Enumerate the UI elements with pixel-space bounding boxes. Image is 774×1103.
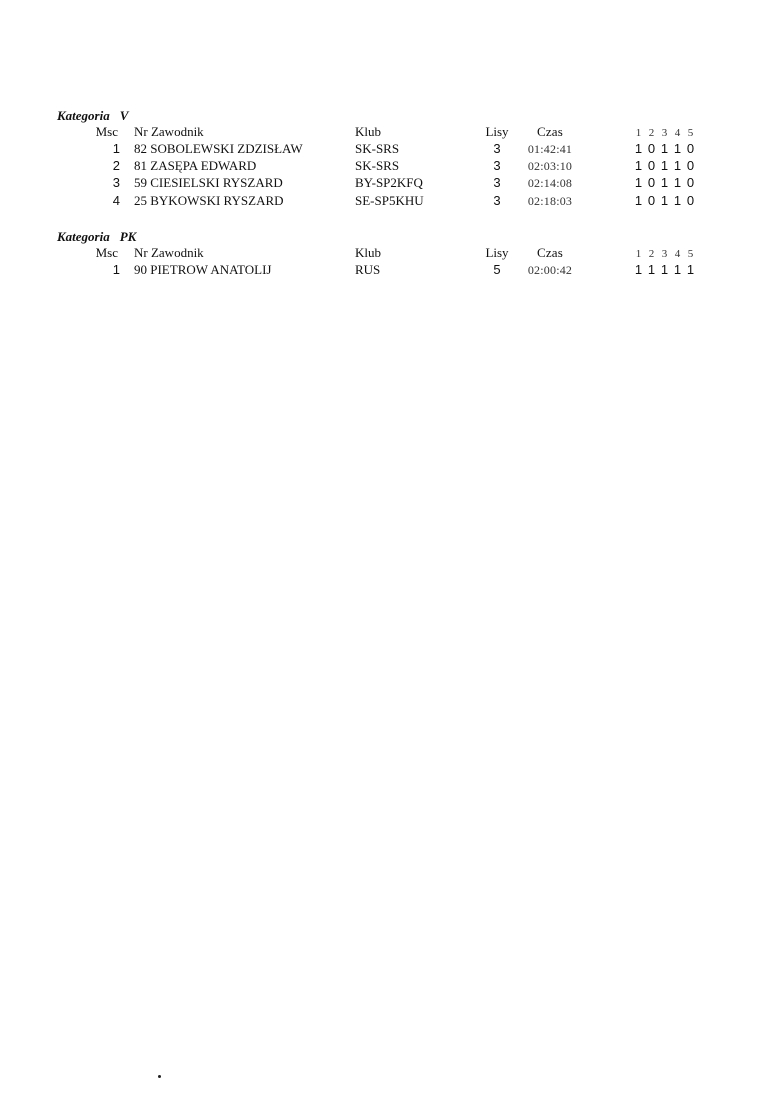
table-header — [0, 123, 774, 141]
row-msc: 1 — [112, 262, 120, 277]
row-point: 0 — [686, 193, 695, 208]
row-lisy: 3 — [493, 158, 501, 173]
row-lisy: 3 — [493, 193, 501, 208]
header-lisy: Lisy — [485, 245, 509, 260]
row-msc: 1 — [112, 141, 120, 156]
row-points — [632, 192, 712, 210]
row-point: 1 — [634, 141, 643, 156]
row-point: 1 — [634, 262, 643, 277]
row-point: 1 — [673, 175, 682, 190]
row-point: 0 — [647, 175, 656, 190]
header-point: 1 — [635, 248, 642, 260]
row-point: 0 — [647, 158, 656, 173]
header-point: 5 — [687, 127, 694, 139]
row-point: 1 — [673, 193, 682, 208]
row-point: 0 — [686, 158, 695, 173]
header-point: 2 — [648, 248, 655, 260]
header-msc: Msc — [95, 245, 118, 260]
row-lisy: 5 — [493, 262, 501, 277]
row-point: 1 — [660, 193, 669, 208]
row-lisy: 3 — [493, 141, 501, 156]
row-point: 1 — [634, 175, 643, 190]
header-czas: Czas — [536, 245, 564, 260]
row-czas: 02:03:10 — [527, 159, 573, 173]
category-label: Kategoria — [57, 229, 110, 244]
header-point: 4 — [674, 127, 681, 139]
row-nr-name: 82 SOBOLEWSKI ZDZISŁAW — [134, 141, 303, 156]
category-v-title — [57, 108, 128, 124]
row-klub: SK-SRS — [355, 141, 400, 156]
header-nr-zawodnik: Nr Zawodnik — [134, 124, 204, 139]
row-point: 1 — [660, 175, 669, 190]
row-msc: 2 — [112, 158, 120, 173]
row-point: 1 — [673, 262, 682, 277]
table-row — [0, 157, 774, 175]
row-czas: 02:18:03 — [527, 194, 573, 208]
header-klub: Klub — [355, 245, 381, 260]
row-point: 1 — [647, 262, 656, 277]
header-point: 3 — [661, 248, 668, 260]
header-klub: Klub — [355, 124, 381, 139]
header-point: 3 — [661, 127, 668, 139]
table-header — [0, 244, 774, 262]
row-point: 0 — [647, 141, 656, 156]
category-label: Kategoria — [57, 108, 110, 123]
row-points — [632, 174, 712, 192]
row-czas: 02:14:08 — [527, 176, 573, 190]
row-point: 0 — [647, 193, 656, 208]
row-points — [632, 157, 712, 175]
row-msc: 4 — [112, 193, 120, 208]
row-czas: 01:42:41 — [527, 142, 573, 156]
row-klub: SE-SP5KHU — [355, 193, 424, 208]
row-point: 1 — [660, 141, 669, 156]
row-point: 0 — [686, 141, 695, 156]
header-point: 4 — [674, 248, 681, 260]
row-nr-name: 90 PIETROW ANATOLIJ — [134, 262, 272, 277]
row-lisy: 3 — [493, 175, 501, 190]
row-point: 1 — [660, 158, 669, 173]
row-points — [632, 140, 712, 158]
table-row — [0, 174, 774, 192]
header-point: 1 — [635, 127, 642, 139]
header-nr-zawodnik: Nr Zawodnik — [134, 245, 204, 260]
category-code: V — [119, 108, 129, 123]
category-code: PK — [119, 229, 137, 244]
row-point: 1 — [673, 141, 682, 156]
header-lisy: Lisy — [485, 124, 509, 139]
header-czas: Czas — [536, 124, 564, 139]
category-pk-title — [57, 229, 136, 245]
row-point: 1 — [634, 158, 643, 173]
table-row — [0, 140, 774, 158]
scan-speck — [158, 1075, 161, 1078]
row-nr-name: 25 BYKOWSKI RYSZARD — [134, 193, 284, 208]
row-point: 1 — [634, 193, 643, 208]
row-point: 1 — [686, 262, 695, 277]
table-row — [0, 261, 774, 279]
header-point: 2 — [648, 127, 655, 139]
row-point: 1 — [660, 262, 669, 277]
row-nr-name: 81 ZASĘPA EDWARD — [134, 158, 257, 173]
row-msc: 3 — [112, 175, 120, 190]
row-points — [632, 261, 712, 279]
table-row — [0, 192, 774, 210]
row-klub: RUS — [355, 262, 381, 277]
row-klub: SK-SRS — [355, 158, 400, 173]
header-point: 5 — [687, 248, 694, 260]
row-point: 0 — [686, 175, 695, 190]
row-point: 1 — [673, 158, 682, 173]
row-czas: 02:00:42 — [527, 263, 573, 277]
header-msc: Msc — [95, 124, 118, 139]
row-klub: BY-SP2KFQ — [355, 175, 423, 190]
row-nr-name: 59 CIESIELSKI RYSZARD — [134, 175, 283, 190]
